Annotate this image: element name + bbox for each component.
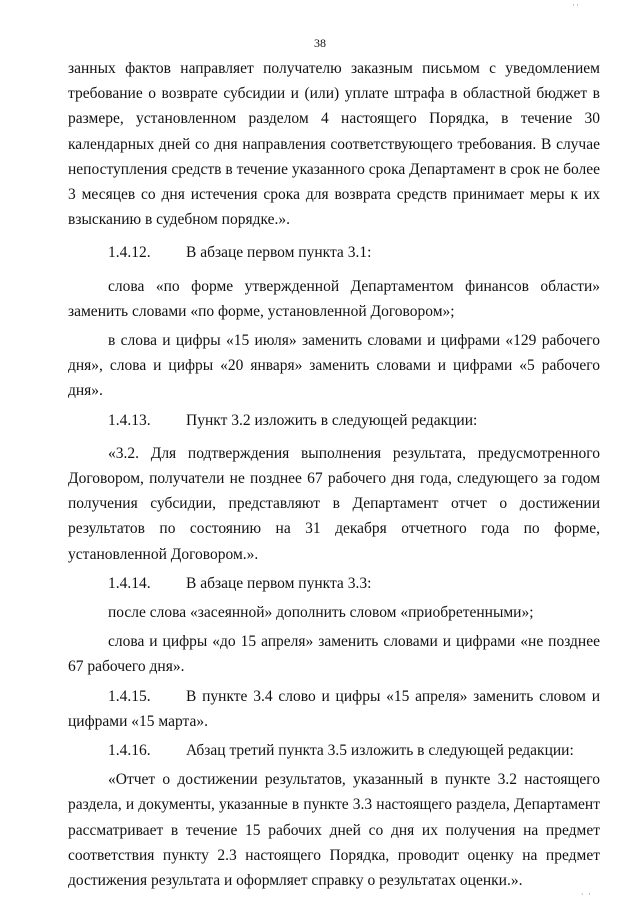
item-text: В абзаце первом пункта 3.1: [186, 244, 372, 262]
item-number: 1.4.12. [108, 244, 151, 262]
item-number: 1.4.13. [108, 411, 151, 429]
item-number: 1.4.16. [108, 742, 151, 760]
paragraph: после слова «засеянной» дополнить словом «приобретенными»; [108, 604, 534, 622]
paragraph-continuation: занных фактов направляет получателю заказным письмом с уведомлением требование о возврате субсидии и (или) уплате штрафа в областной бюджет в размере, установленном разделом 4 настоящего Порядка, в течение 30 календарных дней со дня направления соответствующего требования. В случае непоступления средств в течение указанного срока Департамент в срок не более 3 месяцев со дня истечения срока для возврата средств принимает меры к их взысканию в судебном порядке.». [68, 60, 600, 229]
item-number: 1.4.15. [108, 687, 151, 705]
item-text: В пункте 3.4 слово и цифры «15 апреля» заменить словом и цифрами «15 марта». [68, 687, 600, 730]
item-number: 1.4.14. [108, 574, 151, 592]
list-item-1-4-16 [68, 738, 600, 763]
document-body [68, 56, 600, 893]
paragraph: в слова и цифры «15 июля» заменить словами и цифрами «129 рабочего дня», слова и цифры «20 января» заменить словами и цифрами «5 рабочего дня». [68, 332, 600, 400]
page-number: 38 [314, 36, 326, 50]
scan-mark-top: ·· [572, 0, 580, 10]
list-item-1-4-12 [68, 240, 600, 265]
item-text: Пункт 3.2 изложить в следующей редакции: [186, 411, 478, 429]
paragraph-quote: «3.2. Для подтверждения выполнения результата, предусмотренного Договором, получатели не позднее 67 рабочего дня года, следующего за годом получения субсидии, представляют в Департамент отчет о достижении результатов по состоянию на 31 декабря отчетного года по форме, установленной Договором.». [68, 444, 600, 563]
item-text: В абзаце первом пункта 3.3: [186, 574, 372, 592]
item-text: Абзац третий пункта 3.5 изложить в следующей редакции: [186, 742, 574, 760]
scan-mark-bottom: · · [580, 889, 592, 899]
list-item-1-4-14 [68, 571, 600, 596]
list-item-1-4-15 [68, 684, 600, 734]
paragraph-quote: «Отчет о достижении результатов, указанный в пункте 3.2 настоящего раздела, и документы, указанные в пункте 3.3 настоящего раздела, Департамент рассматривает в течение 15 рабочих дней со дня их получения на предмет соответствия пункту 2.3 настоящего Порядка, проводит оценку на предмет достижения результата и оформляет справку о результатах оценки.». [68, 771, 600, 890]
list-item-1-4-13 [68, 408, 600, 433]
paragraph: слова и цифры «до 15 апреля» заменить словами и цифрами «не позднее 67 рабочего дня». [68, 633, 600, 676]
paragraph: слова «по форме утвержденной Департаментом финансов области» заменить словами «по форме, установленной Договором»; [68, 277, 600, 320]
